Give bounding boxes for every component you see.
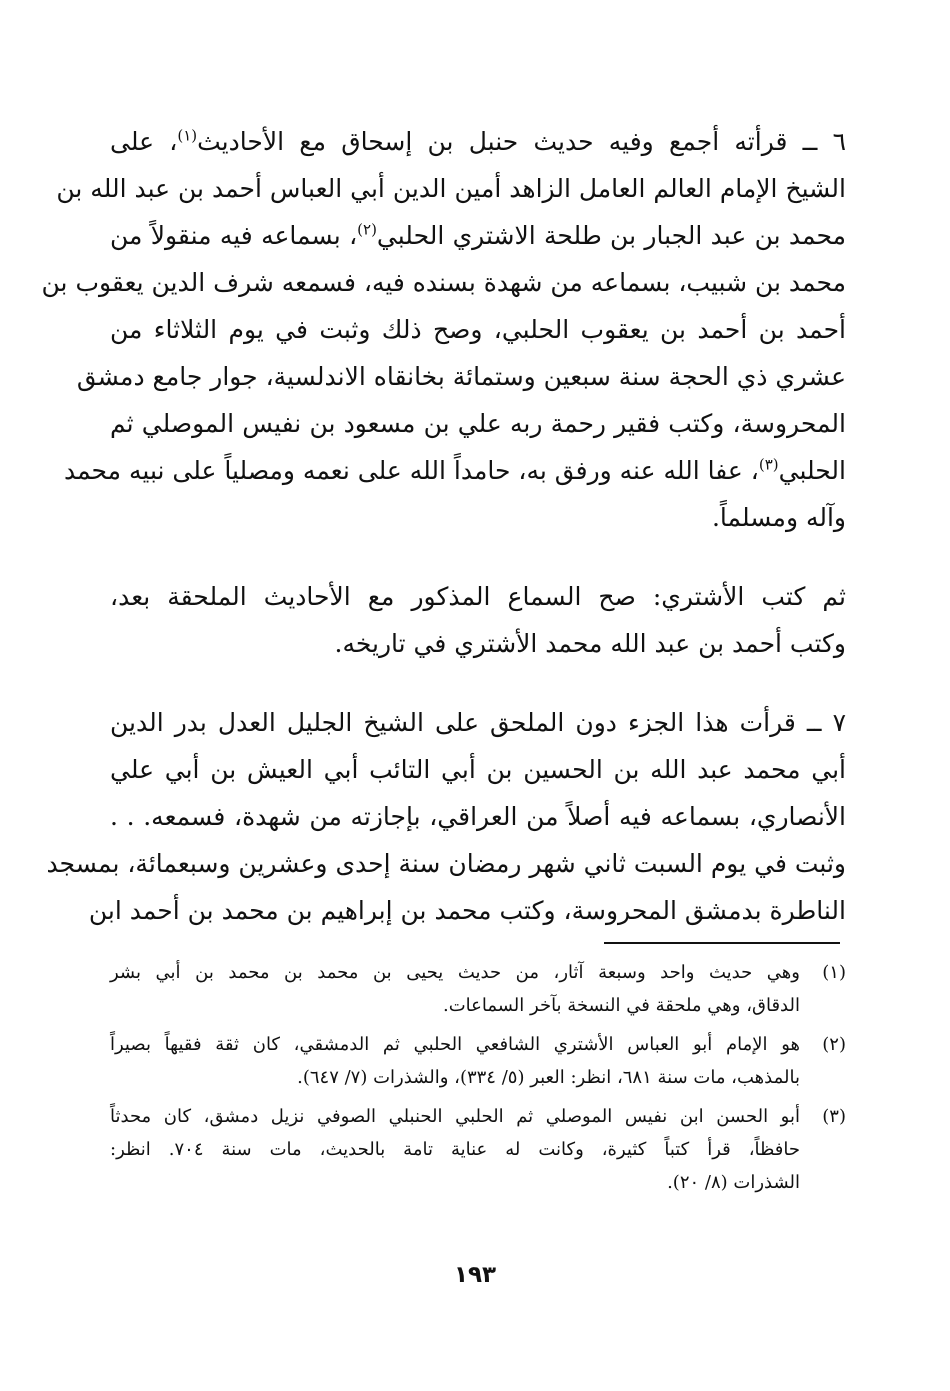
footnote-number: (١) [822, 962, 846, 983]
text-line: ٧ ــ قرأت هذا الجزء دون الملحق على الشيخ الجليل العدل بدر الدين [110, 708, 846, 737]
text-line: الناطرة بدمشق المحروسة، وكتب محمد بن إبراهيم بن محمد بن أحمد ابن [88, 896, 846, 925]
text-line: ٦ ــ قرأته أجمع وفيه حديث حنبل بن إسحاق مع الأحاديث$^{(١)}$، على [110, 126, 847, 156]
page-number: ١٩٣ [453, 1262, 497, 1288]
footnotes [110, 956, 846, 1205]
footnote-text [110, 1100, 800, 1199]
text-line: أبي محمد عبد الله بن الحسين بن أبي التائب أبي العيش بن أبي علي [110, 755, 846, 784]
footnote-1 [110, 956, 846, 1022]
text-line: المحروسة، وكتب فقير رحمة ربه علي بن مسعود بن نفيس الموصلي ثم [110, 409, 846, 438]
footnote-line: الدقاق، وهي ملحقة في النسخة بآخر السماعات. [442, 995, 800, 1016]
footnote-2 [110, 1028, 846, 1094]
text-line: الحلبي$^{(٣)}$، عفا الله عنه ورفق به، حامداً الله على نعمه ومصلياً على نبيه محمد [63, 455, 846, 485]
footnote-number: (٣) [822, 1106, 846, 1127]
footnote-ref[interactable]: (٣) [758, 455, 779, 474]
footnote-line: حافظاً، قرأ كتباً كثيرة، وكانت له عناية تامة بالحديث، مات سنة ٧٠٤. انظر: [110, 1139, 801, 1160]
text-line: ثم كتب الأشتري: صح السماع المذكور مع الأحاديث الملحقة بعد، [110, 582, 846, 611]
footnote-line: بالمذهب، مات سنة ٦٨١، انظر: العبر (٥/ ٣٣٤)، والشذرات (٧/ ٦٤٧). [297, 1067, 800, 1088]
text-line: وآله ومسلماً. [711, 503, 846, 532]
text-line: الأنصاري، بسماعه فيه أصلاً من العراقي، بإجازته من شهدة، فسمعه. . . [110, 802, 846, 831]
footnote-3 [110, 1100, 846, 1199]
paragraph-6 [41, 118, 847, 541]
footnote-divider [604, 942, 840, 944]
footnote-text [110, 1028, 800, 1094]
text-line: محمد بن عبد الجبار بن طلحة الاشتري الحلبي$^{(٢)}$، بسماعه فيه منقولاً من [110, 220, 846, 250]
text-line: وثبت في يوم السبت ثاني شهر رمضان سنة إحدى وعشرين وسبعمائة، بمسجد [46, 849, 846, 878]
text-line: وكتب أحمد بن عبد الله محمد الأشتري في تاريخه. [334, 629, 846, 658]
paragraph-ashtari-note [110, 573, 846, 667]
footnote-ref[interactable]: (١) [177, 126, 198, 145]
main-text [41, 118, 847, 934]
footnote-line: هو الإمام أبو العباس الأشتري الشافعي الحلبي ثم الدمشقي، كان ثقة فقيهاً بصيراً [110, 1034, 800, 1055]
footnote-line: أبو الحسن ابن نفيس الموصلي ثم الحلبي الحنبلي الصوفي نزيل دمشق، كان محدثاً [110, 1106, 800, 1127]
footnote-text [110, 956, 800, 1022]
text-line: عشري ذي الحجة سنة سبعين وستمائة بخانقاه الاندلسية، جوار جامع دمشق [76, 362, 846, 391]
text-line: الشيخ الإمام العالم العامل الزاهد أمين الدين أبي العباس أحمد بن عبد الله بن [56, 174, 846, 203]
footnote-line: الشذرات (٨/ ٢٠). [667, 1172, 800, 1193]
footnote-ref[interactable]: (٢) [357, 220, 377, 239]
footnote-line: وهي حديث واحد وسبعة آثار، من حديث يحيى بن محمد بن محمد بن أبي بشر [110, 962, 800, 983]
text-line: محمد بن شبيب، بسماعه من شهدة بسنده فيه، فسمعه شرف الدين يعقوب بن [41, 268, 846, 297]
text-line: أحمد بن أحمد بن يعقوب الحلبي، وصح ذلك وثبت في يوم الثلاثاء من [110, 315, 846, 344]
footnote-number: (٢) [822, 1034, 846, 1055]
paragraph-7 [46, 699, 846, 934]
